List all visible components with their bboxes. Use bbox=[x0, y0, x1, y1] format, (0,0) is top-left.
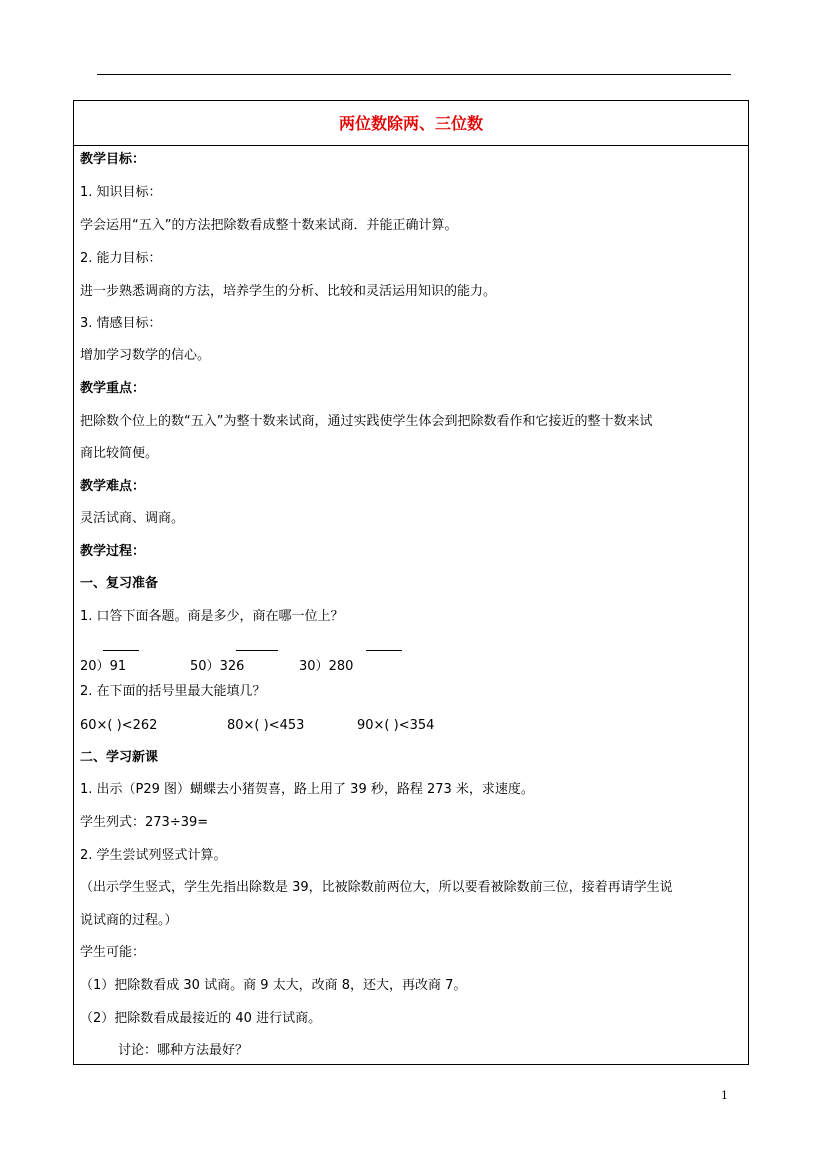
goal2-label: 2. 能力目标： bbox=[80, 251, 162, 266]
division-exercise-2 bbox=[190, 659, 244, 675]
new-lesson-2: 2. 学生尝试列竖式计算。 bbox=[80, 848, 227, 863]
divisor: 30 bbox=[299, 659, 316, 674]
divisor: 50 bbox=[190, 659, 207, 674]
division-bar-2 bbox=[236, 650, 278, 651]
inequality-2: 80×( )<453 bbox=[227, 718, 305, 733]
student-formula: 学生列式：273÷39= bbox=[80, 815, 209, 830]
header-rule bbox=[97, 74, 731, 75]
division-bracket: ） bbox=[315, 659, 329, 674]
possible-1: （1）把除数看成 30 试商。商 9 太大，改商 8，还大，再改商 7。 bbox=[80, 978, 467, 993]
key-text-1: 把除数个位上的数“五入”为整十数来试商，通过实践使学生体会到把除数看作和它接近的整十数来试 bbox=[80, 414, 653, 429]
process-heading: 教学过程： bbox=[80, 544, 146, 559]
dividend: 91 bbox=[109, 659, 127, 674]
review-question-1: 1. 口答下面各题。商是多少，商在哪一位上？ bbox=[80, 609, 344, 624]
goal1-text: 学会运用“五入”的方法把除数看成整十数来试商．并能正确计算。 bbox=[80, 218, 458, 233]
new-lesson-2-note-2: 说试商的过程。） bbox=[80, 913, 178, 928]
dividend: 280 bbox=[328, 659, 354, 674]
difficulty-heading: 教学难点： bbox=[80, 479, 146, 494]
goal3-label: 3. 情感目标： bbox=[80, 316, 162, 331]
title-row bbox=[74, 101, 748, 146]
new-lesson-1: 1. 出示（P29 图）蝴蝶去小猪贺喜，路上用了 39 秒，路程 273 米，求速度。 bbox=[80, 782, 534, 797]
goals-heading: 教学目标： bbox=[80, 152, 146, 167]
division-bar-1 bbox=[103, 650, 139, 651]
possible-heading: 学生可能： bbox=[80, 945, 146, 960]
goal1-label: 1. 知识目标： bbox=[80, 185, 162, 200]
division-bracket: ） bbox=[96, 659, 110, 674]
inequality-3: 90×( )<354 bbox=[357, 718, 435, 733]
key-heading: 教学重点： bbox=[80, 381, 146, 396]
inequality-1: 60×( )<262 bbox=[80, 718, 158, 733]
page-number: 1 bbox=[721, 1089, 728, 1102]
division-exercise-3 bbox=[299, 659, 353, 675]
dividend: 326 bbox=[219, 659, 245, 674]
lesson-title: 两位数除两、三位数 bbox=[338, 114, 483, 133]
review-question-2: 2. 在下面的括号里最大能填几？ bbox=[80, 684, 266, 699]
new-lesson-2-note-1: （出示学生竖式，学生先指出除数是 39，比被除数前两位大，所以要看被除数前三位，接着再请学生说 bbox=[80, 880, 673, 895]
division-exercise-1 bbox=[80, 659, 126, 675]
key-text-2: 商比较简便。 bbox=[80, 446, 159, 461]
goal3-text: 增加学习数学的信心。 bbox=[80, 348, 211, 363]
difficulty-text: 灵活试商、调商。 bbox=[80, 511, 185, 526]
review-heading: 一、复习准备 bbox=[80, 576, 159, 591]
possible-2: （2）把除数看成最接近的 40 进行试商。 bbox=[80, 1011, 322, 1026]
goal2-text: 进一步熟悉调商的方法，培养学生的分析、比较和灵活运用知识的能力。 bbox=[80, 284, 497, 299]
division-bar-3 bbox=[366, 650, 402, 651]
division-bracket: ） bbox=[206, 659, 220, 674]
new-lesson-heading: 二、学习新课 bbox=[80, 750, 159, 765]
divisor: 20 bbox=[80, 659, 97, 674]
discussion: 讨论：哪种方法最好？ bbox=[118, 1043, 249, 1058]
